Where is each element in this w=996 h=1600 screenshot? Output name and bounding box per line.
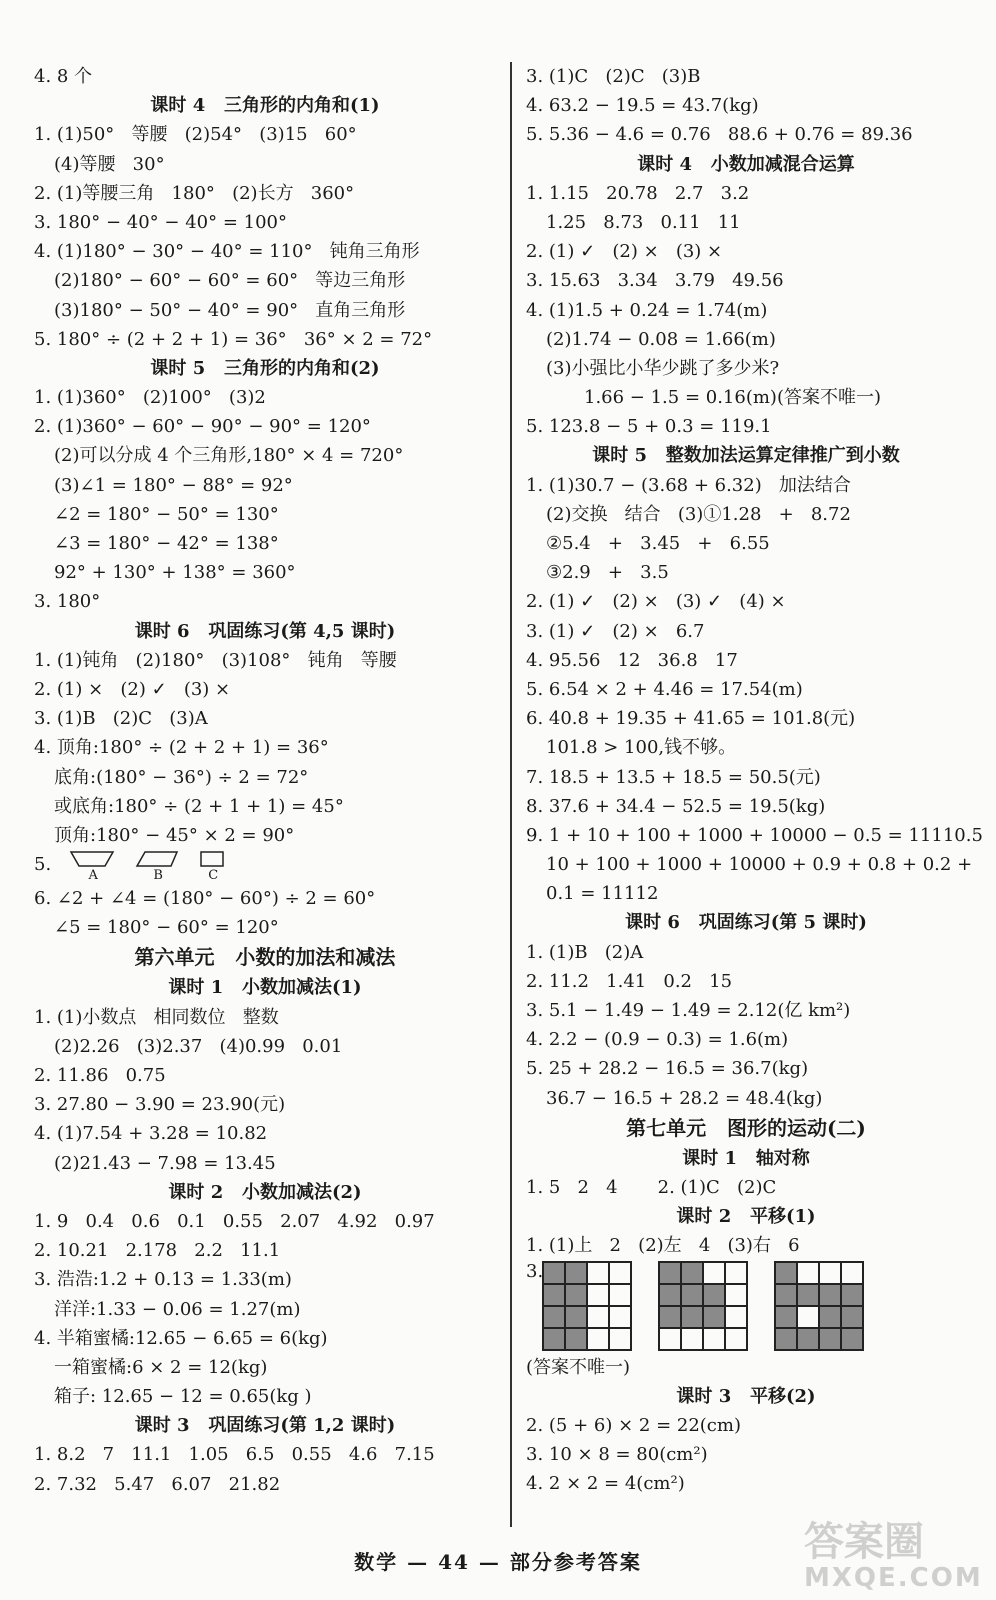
answer-line: 2. (1)等腰三角 180° (2)长方 360° <box>34 182 355 204</box>
answer-line: 2. (1) ✓ (2) × (3) ✓ (4) × <box>526 591 786 613</box>
answer-line: (2)1.74 − 0.08 = 1.66(m) <box>546 328 776 350</box>
answer-line: (3)180° − 50° − 40° = 90° 直角三角形 <box>54 299 406 321</box>
answer-line: 1. (1)B (2)A <box>526 941 644 963</box>
answer-line: (2)180° − 60° − 60° = 60° 等边三角形 <box>54 270 406 292</box>
grid-cell <box>725 1328 747 1350</box>
grid-cell-shaded <box>659 1284 681 1306</box>
answer-line: 36.7 − 16.5 + 28.2 = 48.4(kg) <box>546 1087 823 1109</box>
grid-cell-shaded <box>543 1262 565 1284</box>
column-divider <box>510 62 512 1527</box>
grid-cell-shaded <box>841 1306 863 1328</box>
grid-cell <box>609 1306 631 1328</box>
grid-cell <box>703 1262 725 1284</box>
answer-line: ②5.4 + 3.45 + 6.55 <box>546 533 770 554</box>
answer-line: 10 + 100 + 1000 + 10000 + 0.9 + 0.8 + 0.2 + <box>546 854 973 876</box>
grid-cell <box>725 1284 747 1306</box>
answer-line: (答案不唯一) <box>526 1356 631 1378</box>
answer-line: 3. (1)C (2)C (3)B <box>526 66 701 87</box>
answer-line: 顶角:180° − 45° × 2 = 90° <box>54 824 295 846</box>
answer-line: 4. 顶角:180° ÷ (2 + 2 + 1) = 36° <box>34 737 329 759</box>
answer-line: 洋洋:1.33 − 0.06 = 1.27(m) <box>54 1298 301 1320</box>
grid-cell-shaded <box>565 1284 587 1306</box>
grid-cell-shaded <box>681 1306 703 1328</box>
answer-line: 1. (1)上 2 (2)左 4 (3)右 6 <box>526 1235 800 1257</box>
grid-cell-shaded <box>775 1262 797 1284</box>
grid-cell-shaded <box>841 1284 863 1306</box>
lesson-heading: 课时 3 巩固练习(第 1,2 课时) <box>134 1415 396 1437</box>
answer-line: 3. 180° <box>34 591 101 613</box>
lesson-heading: 课时 6 巩固练习(第 5 课时) <box>625 912 867 934</box>
lesson-heading: 课时 4 小数加减混合运算 <box>637 153 855 175</box>
watermark-url: MXQE.COM <box>804 1563 983 1593</box>
trapezoid-shape <box>135 850 181 868</box>
answer-line: 2. 10.21 2.178 2.2 11.1 <box>34 1240 281 1262</box>
grid-cell-shaded <box>819 1284 841 1306</box>
grid-cell-shaded <box>543 1284 565 1306</box>
answer-line: 5. 123.8 − 5 + 0.3 = 119.1 <box>526 416 772 438</box>
unit-heading: 第七单元 图形的运动(二) <box>626 1115 866 1140</box>
answer-line: 5. 5.36 − 4.6 = 0.76 88.6 + 0.76 = 89.36 <box>526 124 913 146</box>
answer-line: 0.1 = 11112 <box>546 883 659 905</box>
grid-cell-shaded <box>703 1284 725 1306</box>
answer-line: (2)2.26 (3)2.37 (4)0.99 0.01 <box>54 1035 343 1057</box>
answer-line: 3. 180° − 40° − 40° = 100° <box>34 211 287 233</box>
answer-line: 3. 浩浩:1.2 + 0.13 = 1.33(m) <box>34 1269 292 1291</box>
answer-line: 3. 27.80 − 3.90 = 23.90(元) <box>34 1094 286 1116</box>
answer-line: 2. (1) × (2) ✓ (3) × <box>34 678 231 700</box>
grid-cell <box>681 1328 703 1350</box>
grid-cell <box>841 1262 863 1284</box>
answer-line: 9. 1 + 10 + 100 + 1000 + 10000 − 0.5 = 11110.5 <box>526 824 983 846</box>
grid-cell-shaded <box>775 1306 797 1328</box>
answer-line: 3. 10 × 8 = 80(cm²) <box>526 1444 708 1466</box>
grid-cell-shaded <box>565 1262 587 1284</box>
answer-line: 5. 180° ÷ (2 + 2 + 1) = 36° 36° × 2 = 72° <box>34 328 433 350</box>
answer-line: 1. (1)钝角 (2)180° (3)108° 钝角 等腰 <box>34 649 397 671</box>
shape-option <box>69 850 117 883</box>
grid-cell <box>587 1284 609 1306</box>
grid-answer-row: 3. <box>526 1261 966 1353</box>
answer-line: 1. 5 2 4 2. (1)C (2)C <box>526 1176 777 1198</box>
grid-cell <box>587 1328 609 1350</box>
lesson-heading: 课时 6 巩固练习(第 4,5 课时) <box>134 620 396 642</box>
answer-line: (3)小强比小华少跳了多少米? <box>546 357 780 379</box>
grid-cell <box>609 1328 631 1350</box>
grid-cell-shaded <box>543 1328 565 1350</box>
grid-cell <box>797 1306 819 1328</box>
grid-cell <box>703 1328 725 1350</box>
answer-line: 3. 15.63 3.34 3.79 49.56 <box>526 270 784 292</box>
grid-cell-shaded <box>819 1328 841 1350</box>
shape-answer-row <box>34 850 496 884</box>
answer-line: (2)21.43 − 7.98 = 13.45 <box>54 1152 276 1174</box>
unit-heading: 第六单元 小数的加法和减法 <box>134 945 396 970</box>
answer-line: 1. (1)50° 等腰 (2)54° (3)15 60° <box>34 124 357 146</box>
grid-cell-shaded <box>797 1328 819 1350</box>
grid-cell <box>609 1262 631 1284</box>
lesson-heading: 课时 5 三角形的内角和(2) <box>150 357 380 379</box>
left-column <box>34 62 496 1499</box>
grid-cell-shaded <box>543 1306 565 1328</box>
answer-line: 4. 63.2 − 19.5 = 43.7(kg) <box>526 95 759 117</box>
lesson-heading: 课时 2 小数加减法(2) <box>168 1181 362 1203</box>
grid-cell-shaded <box>681 1262 703 1284</box>
grid-cell <box>609 1284 631 1306</box>
grid-cell-shaded <box>681 1284 703 1306</box>
shape-label: A <box>88 868 98 884</box>
answer-line: 4. 95.56 12 36.8 17 <box>526 649 738 671</box>
answer-line: 4. 2 × 2 = 4(cm²) <box>526 1473 685 1495</box>
answer-line: 或底角:180° ÷ (2 + 1 + 1) = 45° <box>54 795 344 817</box>
answer-line: 1. 1.15 20.78 2.7 3.2 <box>526 182 750 204</box>
watermark-logo <box>804 1519 983 1594</box>
grid-cell <box>587 1262 609 1284</box>
grid-cell <box>587 1306 609 1328</box>
answer-line: 101.8 > 100,钱不够。 <box>546 737 737 759</box>
grid-cell <box>797 1262 819 1284</box>
answer-line: 7. 18.5 + 13.5 + 18.5 = 50.5(元) <box>526 766 821 788</box>
translation-grid <box>774 1261 864 1351</box>
answer-line: 6. 40.8 + 19.35 + 41.65 = 101.8(元) <box>526 708 856 730</box>
answer-line: 1. (1)360° (2)100° (3)2 <box>34 387 266 409</box>
answer-line: 4. (1)7.54 + 3.28 = 10.82 <box>34 1123 268 1145</box>
answer-line: ∠2 = 180° − 50° = 130° <box>54 503 279 525</box>
lesson-heading: 课时 5 整数加法运算定律推广到小数 <box>592 445 900 467</box>
trapezoid-shape <box>199 850 227 868</box>
grid-cell <box>725 1306 747 1328</box>
lesson-heading: 课时 1 小数加减法(1) <box>168 977 362 999</box>
grid-cell-shaded <box>775 1284 797 1306</box>
grid-cell <box>659 1328 681 1350</box>
answer-line: 1. (1)小数点 相同数位 整数 <box>34 1006 279 1028</box>
translation-grid <box>542 1261 632 1351</box>
answer-line: 4. (1)180° − 30° − 40° = 110° 钝角三角形 <box>34 241 420 263</box>
trapezoid-shape <box>69 850 117 868</box>
grid-cell-shaded <box>565 1328 587 1350</box>
answer-line: 一箱蜜橘:6 × 2 = 12(kg) <box>54 1356 268 1378</box>
lesson-heading: 课时 4 三角形的内角和(1) <box>150 95 380 117</box>
answer-line: (2)可以分成 4 个三角形,180° × 4 = 720° <box>54 445 404 467</box>
answer-line: 1. 9 0.4 0.6 0.1 0.55 2.07 4.92 0.97 <box>34 1210 435 1232</box>
grid-cell-shaded <box>659 1262 681 1284</box>
grid-cell-shaded <box>659 1306 681 1328</box>
answer-line: 1.25 8.73 0.11 11 <box>546 211 741 233</box>
answer-line: (2)交换 结合 (3)①1.28 + 8.72 <box>546 503 851 525</box>
grid-cell <box>725 1262 747 1284</box>
answer-line: (3)∠1 = 180° − 88° = 92° <box>54 474 293 496</box>
answer-line: 2. 11.2 1.41 0.2 15 <box>526 970 733 992</box>
grid-cell <box>819 1262 841 1284</box>
answer-line: 箱子: 12.65 − 12 = 0.65(kg ) <box>54 1386 312 1408</box>
answer-line: 5. 25 + 28.2 − 16.5 = 36.7(kg) <box>526 1058 809 1080</box>
answer-line: 6. ∠2 + ∠4 = (180° − 60°) ÷ 2 = 60° <box>34 888 376 910</box>
grid-cell-shaded <box>819 1306 841 1328</box>
question-number: 5. <box>34 854 52 876</box>
answer-line: 4. 8 个 <box>34 66 93 87</box>
answer-line: 4. 2.2 − (0.9 − 0.3) = 1.6(m) <box>526 1029 789 1051</box>
answer-line: 2. (5 + 6) × 2 = 22(cm) <box>526 1414 741 1436</box>
answer-line: 4. 半箱蜜橘:12.65 − 6.65 = 6(kg) <box>34 1327 328 1349</box>
shape-option <box>135 850 181 883</box>
answer-line: ③2.9 + 3.5 <box>546 562 669 584</box>
lesson-heading: 课时 2 平移(1) <box>676 1206 816 1228</box>
answer-line: 2. (1) ✓ (2) × (3) × <box>526 241 723 263</box>
answer-line: 8. 37.6 + 34.4 − 52.5 = 19.5(kg) <box>526 795 826 817</box>
grid-cell-shaded <box>565 1306 587 1328</box>
lesson-heading: 课时 3 平移(2) <box>676 1385 816 1407</box>
answer-line: 底角:(180° − 36°) ÷ 2 = 72° <box>54 766 309 788</box>
answer-line: 3. (1)B (2)C (3)A <box>34 708 208 730</box>
answer-line: 1. 8.2 7 11.1 1.05 6.5 0.55 4.6 7.15 <box>34 1444 435 1466</box>
answer-line: 1. (1)30.7 − (3.68 + 6.32) 加法结合 <box>526 474 851 496</box>
answer-line: 2. 11.86 0.75 <box>34 1065 166 1086</box>
answer-line: 3. (1) ✓ (2) × 6.7 <box>526 620 705 642</box>
grid-cell-shaded <box>775 1328 797 1350</box>
grid-cell-shaded <box>703 1306 725 1328</box>
answer-line: 4. (1)1.5 + 0.24 = 1.74(m) <box>526 299 768 321</box>
answer-line: 1.66 − 1.5 = 0.16(m)(答案不唯一) <box>584 387 881 409</box>
answer-line: (4)等腰 30° <box>54 153 165 175</box>
answer-line: ∠5 = 180° − 60° = 120° <box>54 917 279 939</box>
answer-line: ∠3 = 180° − 42° = 138° <box>54 533 279 554</box>
translation-grid <box>658 1261 748 1351</box>
shape-label: B <box>153 868 163 884</box>
grid-cell-shaded <box>797 1284 819 1306</box>
shape-label: C <box>208 868 219 884</box>
answer-line: 2. (1)360° − 60° − 90° − 90° = 120° <box>34 416 371 438</box>
answer-line: 92° + 130° + 138° = 360° <box>54 562 296 584</box>
answer-line: 3. 5.1 − 1.49 − 1.49 = 2.12(亿 km²) <box>526 1000 851 1021</box>
page-footer: 数学 — 44 — 部分参考答案 <box>354 1550 642 1574</box>
answer-line: 5. 6.54 × 2 + 4.46 = 17.54(m) <box>526 678 803 700</box>
lesson-heading: 课时 1 轴对称 <box>682 1147 810 1169</box>
watermark-title: 答案圈 <box>804 1519 924 1565</box>
shape-option <box>199 850 227 883</box>
right-column <box>526 62 983 1498</box>
answer-line: 2. 7.32 5.47 6.07 21.82 <box>34 1473 281 1495</box>
grid-cell-shaded <box>841 1328 863 1350</box>
